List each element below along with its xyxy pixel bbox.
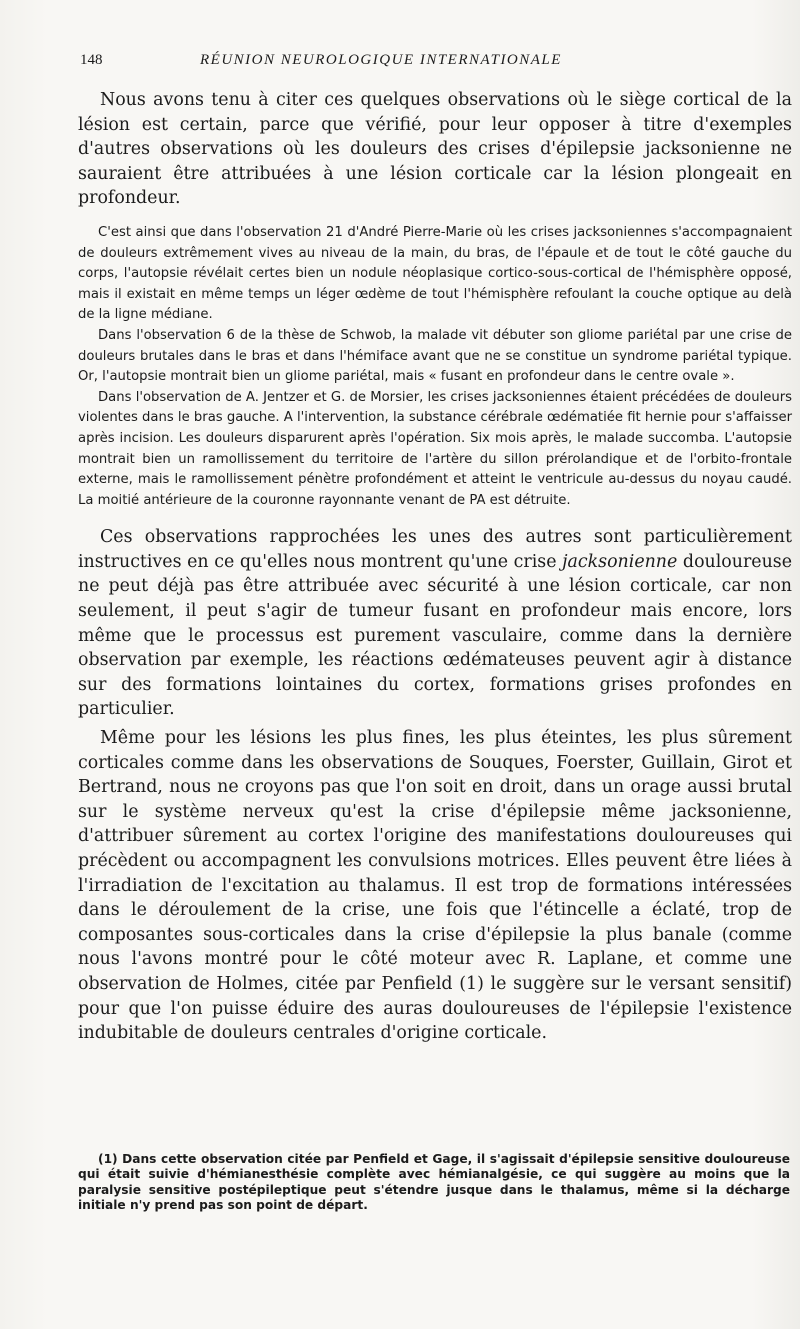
case-report-schwob: Dans l'observation 6 de la thèse de Schwob, la malade vit débuter son gliome pariétal par une crise de douleurs brutales dans le bras et dans l'hémiface avant que ne se constitue un syndrome pariétal typique. Or, l'autopsie montrait bien un gliome pariétal, mais « fusant en profondeur dans le centre ovale ». — [78, 327, 792, 385]
paragraph-conclusion-start: Ces observations rapprochées les unes des autres sont particulièrement instructives en ce qu'elles nous montrent qu'une crise — [78, 527, 792, 572]
footnote: (1) Dans cette observation citée par Penfield et Gage, il s'agissait d'épilepsie sensitive douloureuse qui était suivie d'hémianesthésie complète avec hémianalgésie, ce qui suggère au moins que la paralysie sensitive postépileptique peut s'étendre jusque dans le thalamus, même si la décharge initiale n'y prend pas son point de départ. — [78, 1152, 790, 1213]
paragraph-intro: Nous avons tenu à citer ces quelques observations où le siège cortical de la lésion est certain, parce que vérifié, pour leur opposer à titre d'exemples d'autres observations où les douleurs des crises d'épilepsie jacksonienne ne sauraient être attribuées à une lésion corticale car la lésion plongeait en profondeur. — [78, 90, 792, 209]
page-number: 148 — [80, 52, 103, 68]
case-reports — [78, 223, 792, 511]
paragraph-conclusion — [78, 525, 792, 722]
case-report-pierre-marie: C'est ainsi que dans l'observation 21 d'André Pierre-Marie où les crises jacksoniennes s'accompagnaient de douleurs extrêmement vives au niveau de la main, du bras, de l'épaule et de tout le côté gauche du corps, l'autopsie révélait certes bien un nodule néoplasique cortico-sous-cortical de l'hémisphère opposé, mais il existait en même temps un léger œdème de tout l'hémisphère refoulant la couche optique au delà de la ligne médiane. — [78, 224, 792, 323]
paragraph-discussion: Même pour les lésions les plus fines, les plus éteintes, les plus sûrement corticales comme dans les observations de Souques, Foerster, Guillain, Girot et Bertrand, nous ne croyons pas que l'on soit en droit, dans un orage aussi brutal sur le système nerveux qu'est la crise d'épilepsie même jacksonienne, d'attribuer sûrement au cortex l'origine des manifestations douloureuses qui précèdent ou accompagnent les convulsions motrices. Elles peuvent être liées à l'irradiation de l'excitation au thalamus. Il est trop de formations intéressées dans le déroulement de la crise, une fois que l'étincelle a éclaté, trop de composantes sous-corticales dans la crise d'épilepsie la plus banale (comme nous l'avons montré pour le côté moteur avec R. Laplane, et comme une observation de Holmes, citée par Penfield (1) le suggère sur le versant sensitif) pour que l'on puisse éduire des auras douloureuses de l'épilepsie l'existence indubitable de douleurs centrales d'origine corticale. — [78, 728, 792, 1044]
paragraph-conclusion-end: douloureuse ne peut déjà pas être attribuée avec sécurité à une lésion corticale, car non seulement, il peut s'agir de tumeur fusant en profondeur mais encore, lors même que le processus est purement vasculaire, comme dans la dernière observation par exemple, les réactions œdémateuses peuvent agir à distance sur des formations lointaines du cortex, formations grises profondes en particulier. — [78, 551, 792, 720]
case-report-jentzer-morsier: Dans l'observation de A. Jentzer et G. de Morsier, les crises jacksoniennes étaient précédées de douleurs violentes dans le bras gauche. A l'intervention, la substance cérébrale œdématiée fit hernie pour s'affaisser après incision. Les douleurs disparurent après l'opération. Six mois après, le malade succomba. L'autopsie montrait bien un ramollissement du territoire de l'artère du sillon prérolandique et de l'orbito-frontale externe, mais le ramollissement pénètre profondément et atteint le ventricule au-dessus du noyau caudé. La moitié antérieure de la couronne rayonnante venant de PA est détruite. — [78, 389, 792, 508]
main-text — [78, 88, 792, 1046]
page-header — [80, 52, 790, 74]
emphasis-jacksonienne: jacksonienne — [562, 551, 678, 572]
running-title: RÉUNION NEUROLOGIQUE INTERNATIONALE — [200, 52, 562, 68]
